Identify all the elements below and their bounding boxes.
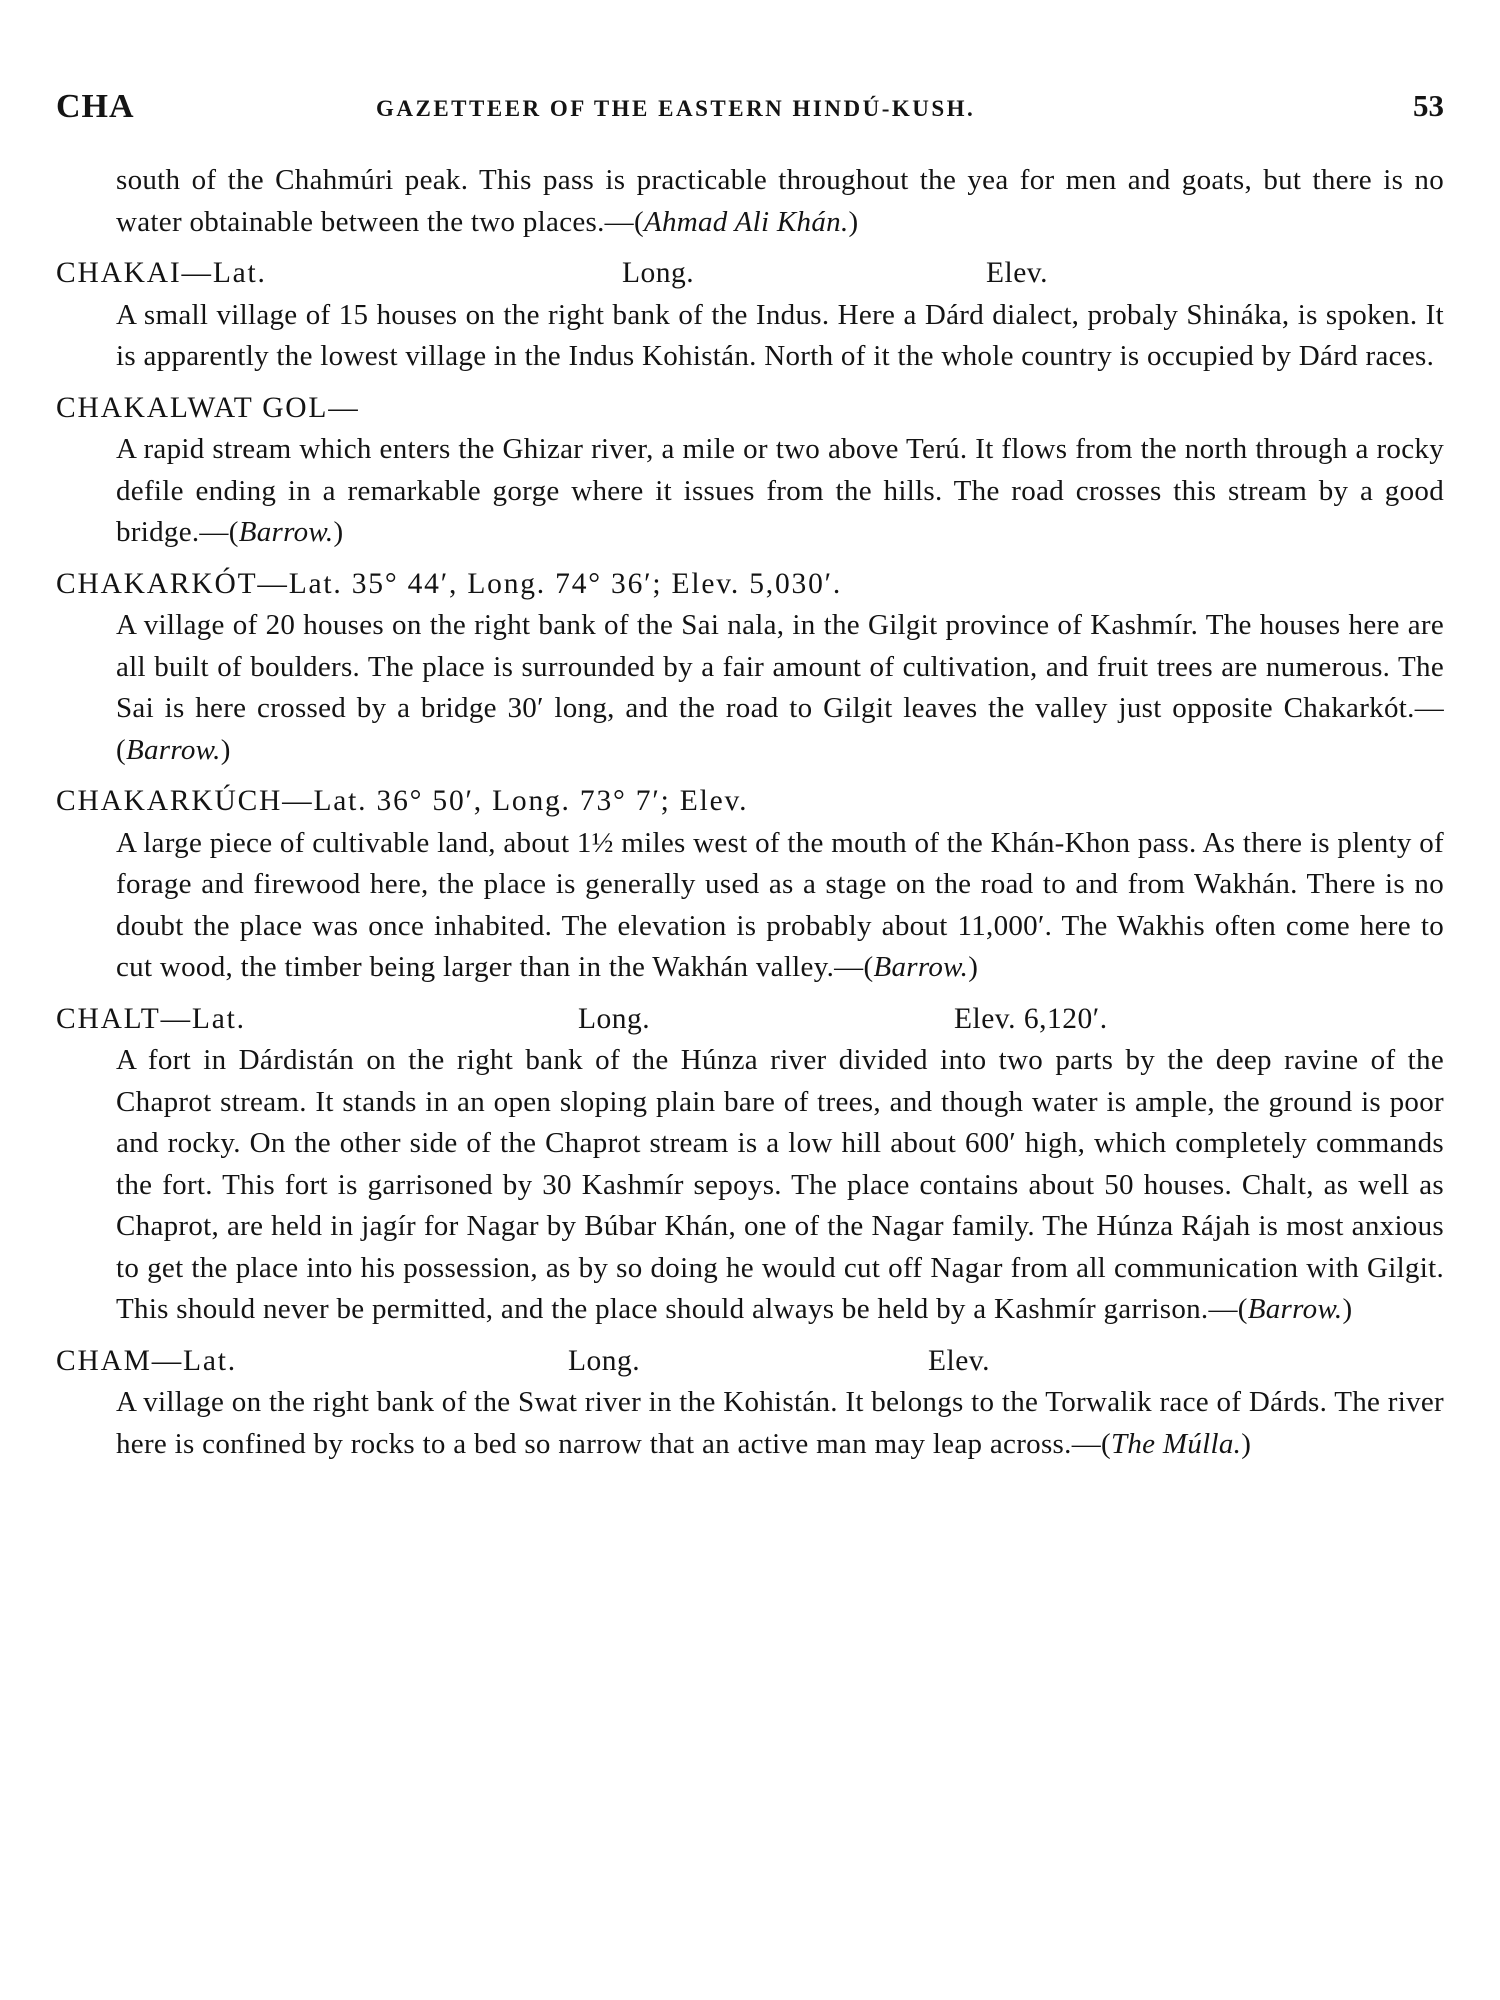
page-number: 53: [1413, 88, 1444, 123]
entry-heading: [56, 388, 1444, 430]
entry-elevation: Elev.: [928, 1344, 991, 1377]
entry-description: A large piece of cultivable land, about 1½ miles west of the mouth of the Khán-Khon pass. As there is plenty of forage and firewood here, the place is generally used as a stage on the road to and from Wakhán. There is no doubt the place was once inhabited. The elevation is probably about 11,000′. The Wakhis often come here to cut wood, the timber being larger than in the Wakhán valley.—(Barrow.): [116, 826, 1444, 983]
entry-chakai: [56, 253, 1444, 378]
page-body: [56, 160, 1444, 1465]
entry-description: A village of 20 houses on the right bank of the Sai nala, in the Gilgit province of Kashmír. The houses here are all built of boulders. The place is surrounded by a fair amount of cultivation, and fruit trees are numerous. The Sai is here crossed by a bridge 30′ long, and the road to Gilgit leaves the valley just opposite Chakarkót.—(Barrow.): [116, 609, 1444, 766]
entry-description: A rapid stream which enters the Ghizar river, a mile or two above Terú. It flows from the north through a rocky defile ending in a remarkable gorge where it issues from the hills. The road crosses this stream by a good bridge.—(Barrow.): [116, 433, 1444, 548]
source-citation: Barrow.: [238, 516, 334, 548]
source-citation: Barrow.: [873, 951, 969, 983]
entry-elevation: Elev. 6,120′.: [954, 1002, 1108, 1035]
source-citation: Ahmad Ali Khán.: [643, 205, 849, 238]
source-citation: Barrow.: [1247, 1293, 1343, 1325]
entry-longitude: Long.: [568, 1344, 641, 1377]
source-citation: The Múlla.: [1110, 1427, 1242, 1460]
running-header: [56, 88, 1444, 132]
source-citation: Barrow.: [125, 733, 221, 766]
entry-chakarkuch: [56, 781, 1444, 989]
entry-heading: [56, 1341, 1444, 1383]
entry-name: CHAKALWAT GOL—: [56, 391, 360, 424]
entry-elevation: Elev.: [986, 257, 1049, 289]
section-letters: CHA: [56, 88, 135, 125]
entry-description: A small village of 15 houses on the right bank of the Indus. Here a Dárd dialect, probaly Shináka, is spoken. It is apparently the lowest village in the Indus Kohistán. North of it the whole country is occupied by Dárd races.: [116, 298, 1444, 372]
entry-name: CHAM—Lat.: [56, 1344, 237, 1377]
entry-chakarkot: [56, 564, 1444, 772]
entry-name: CHAKARKÓT—Lat. 35° 44′, Long. 74° 36′; Elev. 5,030′.: [56, 567, 843, 600]
entry-chakalwat-gol: [56, 388, 1444, 554]
entry-chalt: [56, 999, 1444, 1331]
entry-description: A fort in Dárdistán on the right bank of the Húnza river divided into two parts by the deep ravine of the Chaprot stream. It stands in an open sloping plain bare of trees, and though water is ample, the ground is poor and rocky. On the other side of the Chaprot stream is a low hill about 600′ high, which completely commands the fort. This fort is garrisoned by 30 Kashmír sepoys. The place contains about 50 houses. Chalt, as well as Chaprot, are held in jagír for Nagar by Búbar Khán, one of the Nagar family. The Húnza Rájah is most anxious to get the place into his possession, as by so doing he would cut off Nagar from all communication with Gilgit. This should never be permitted, and the place should always be held by a Kashmír garrison.—(Barrow.): [116, 1044, 1444, 1325]
entry-longitude: Long.: [578, 1002, 651, 1035]
continuation-paragraph: south of the Chahmúri peak. This pass is practicable throughout the yea for men and goats, but there is no water obtainable between the two places.—(Ahmad Ali Khán.): [116, 164, 1444, 238]
entry-heading: [56, 999, 1444, 1041]
entry-name: CHALT—Lat.: [56, 1002, 246, 1035]
entry-name: CHAKARKÚCH—Lat. 36° 50′, Long. 73° 7′; Elev.: [56, 785, 749, 817]
entry-heading: [56, 781, 1444, 823]
running-title: GAZETTEER OF THE EASTERN HINDÚ-KUSH.: [376, 96, 976, 121]
entry-name: CHAKAI—Lat.: [56, 257, 267, 289]
entry-description: A village on the right bank of the Swat river in the Kohistán. It belongs to the Torwalik race of Dárds. The river here is confined by rocks to a bed so narrow that an active man may leap across.—(The Múlla.): [116, 1386, 1444, 1460]
entry-heading: [56, 253, 1444, 295]
entry-heading: [56, 564, 1444, 606]
entry-longitude: Long.: [622, 257, 695, 289]
entry-cham: [56, 1341, 1444, 1466]
